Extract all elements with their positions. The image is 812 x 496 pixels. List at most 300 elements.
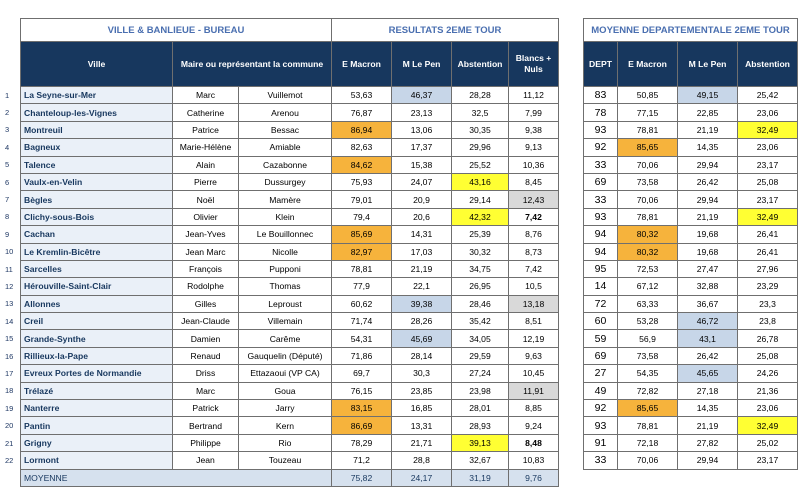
- dept-cell: 93: [584, 208, 618, 225]
- ville-cell: Creil: [21, 313, 173, 330]
- macron-cell: 71,86: [332, 347, 392, 364]
- blancs-nuls-cell: 10,5: [509, 278, 559, 295]
- ville-cell: Pantin: [21, 417, 173, 434]
- macron-cell: 76,15: [332, 382, 392, 399]
- abstention-cell: 25,42: [738, 87, 798, 104]
- blancs-nuls-cell: 13,18: [509, 295, 559, 312]
- table-row: [5, 434, 559, 451]
- table-row: [584, 347, 798, 364]
- abstention-cell: 28,93: [452, 417, 509, 434]
- macron-cell: 73,58: [618, 173, 678, 190]
- table-row: [5, 156, 559, 173]
- row-number: [5, 469, 21, 486]
- row-number: 22: [5, 455, 14, 465]
- maire-nom-cell: Ettazaoui (VP CA): [239, 365, 332, 382]
- row-number: 7: [5, 195, 10, 205]
- blancs-nuls-cell: 11,91: [509, 382, 559, 399]
- abstention-cell: 32,49: [738, 121, 798, 138]
- table-row: [5, 173, 559, 190]
- maire-prenom-cell: Renaud: [173, 347, 239, 364]
- table-row: [5, 243, 559, 260]
- blancs-nuls-cell: 7,99: [509, 104, 559, 121]
- maire-prenom-cell: Philippe: [173, 434, 239, 451]
- row-number: 4: [5, 142, 10, 152]
- abstention-cell: 23,29: [738, 278, 798, 295]
- header-maire: Maire ou représentant la commune: [173, 42, 332, 87]
- blancs-nuls-cell: 10,45: [509, 365, 559, 382]
- table-row: [584, 191, 798, 208]
- abstention-cell: 23,06: [738, 139, 798, 156]
- lepen-cell: 30,3: [392, 365, 452, 382]
- table-row: [584, 452, 798, 469]
- dept-cell: 72: [584, 295, 618, 312]
- table-row: [584, 260, 798, 277]
- macron-cell: 50,85: [618, 87, 678, 104]
- ville-cell: La Seyne-sur-Mer: [21, 87, 173, 104]
- blancs-nuls-cell: 10,36: [509, 156, 559, 173]
- abstention-cell: 32,49: [738, 417, 798, 434]
- abstention-cell: 23,17: [738, 452, 798, 469]
- maire-nom-cell: Arenou: [239, 104, 332, 121]
- ville-cell: Sarcelles: [21, 260, 173, 277]
- macron-cell: 86,69: [332, 417, 392, 434]
- abstention-cell: 39,13: [452, 434, 509, 451]
- maire-prenom-cell: Gilles: [173, 295, 239, 312]
- table-row: [5, 260, 559, 277]
- ville-cell: Allonnes: [21, 295, 173, 312]
- table-row: [584, 156, 798, 173]
- abstention-cell: 23,8: [738, 313, 798, 330]
- macron-cell: 78,81: [618, 417, 678, 434]
- macron-cell: 73,58: [618, 347, 678, 364]
- macron-cell: 72,53: [618, 260, 678, 277]
- macron-cell: 77,9: [332, 278, 392, 295]
- table-row: [5, 295, 559, 312]
- maire-nom-cell: Amiable: [239, 139, 332, 156]
- macron-cell: 71,2: [332, 452, 392, 469]
- table-row: [584, 278, 798, 295]
- ville-cell: Clichy-sous-Bois: [21, 208, 173, 225]
- macron-cell: 83,15: [332, 400, 392, 417]
- lepen-cell: 49,15: [678, 87, 738, 104]
- macron-cell: 80,32: [618, 243, 678, 260]
- maire-nom-cell: Goua: [239, 382, 332, 399]
- row-number: 14: [5, 316, 14, 326]
- table-row: [584, 173, 798, 190]
- lepen-cell: 20,9: [392, 191, 452, 208]
- table-row: [5, 313, 559, 330]
- macron-cell: 53,28: [618, 313, 678, 330]
- header-abstention: Abstention: [738, 42, 798, 87]
- lepen-cell: 26,42: [678, 173, 738, 190]
- lepen-cell: 32,88: [678, 278, 738, 295]
- blancs-nuls-cell: 12,43: [509, 191, 559, 208]
- maire-prenom-cell: Bertrand: [173, 417, 239, 434]
- table-row: [584, 330, 798, 347]
- maire-nom-cell: Touzeau: [239, 452, 332, 469]
- maire-nom-cell: Villemain: [239, 313, 332, 330]
- macron-cell: 70,06: [618, 191, 678, 208]
- lepen-cell: 23,85: [392, 382, 452, 399]
- maire-nom-cell: Cazabonne: [239, 156, 332, 173]
- maire-nom-cell: Gauquelin (Député): [239, 347, 332, 364]
- table-row: [584, 382, 798, 399]
- dept-cell: 95: [584, 260, 618, 277]
- table-row: [5, 278, 559, 295]
- blancs-nuls-cell: 8,85: [509, 400, 559, 417]
- dept-cell: 33: [584, 156, 618, 173]
- ville-cell: Montreuil: [21, 121, 173, 138]
- row-number: 20: [5, 421, 14, 431]
- maire-prenom-cell: Patrice: [173, 121, 239, 138]
- abstention-cell: 27,24: [452, 365, 509, 382]
- table-row: [5, 347, 559, 364]
- abstention-cell: 30,35: [452, 121, 509, 138]
- maire-prenom-cell: Catherine: [173, 104, 239, 121]
- table-row: [584, 139, 798, 156]
- lepen-cell: 19,68: [678, 243, 738, 260]
- table-row: [5, 226, 559, 243]
- macron-cell: 53,63: [332, 87, 392, 104]
- header-dept: DEPT: [584, 42, 618, 87]
- abstention-cell: 26,95: [452, 278, 509, 295]
- abstention-cell: 23,98: [452, 382, 509, 399]
- abstention-cell: 25,08: [738, 347, 798, 364]
- lepen-cell: 22,1: [392, 278, 452, 295]
- macron-cell: 85,65: [618, 139, 678, 156]
- maire-prenom-cell: Noël: [173, 191, 239, 208]
- maire-prenom-cell: Jean-Yves: [173, 226, 239, 243]
- row-number: 6: [5, 177, 10, 187]
- abstention-cell: 43,16: [452, 173, 509, 190]
- abstention-cell: 32,49: [738, 208, 798, 225]
- ville-cell: Nanterre: [21, 400, 173, 417]
- maire-nom-cell: Vuillemot: [239, 87, 332, 104]
- lepen-cell: 46,37: [392, 87, 452, 104]
- ville-cell: Rillieux-la-Pape: [21, 347, 173, 364]
- average-lepen: 24,17: [392, 469, 452, 486]
- lepen-cell: 29,94: [678, 191, 738, 208]
- table-row: [584, 243, 798, 260]
- macron-cell: 82,63: [332, 139, 392, 156]
- dept-cell: 69: [584, 173, 618, 190]
- ville-cell: Trélazé: [21, 382, 173, 399]
- maire-prenom-cell: Alain: [173, 156, 239, 173]
- blancs-nuls-cell: 8,76: [509, 226, 559, 243]
- macron-cell: 82,97: [332, 243, 392, 260]
- macron-cell: 54,31: [332, 330, 392, 347]
- ville-cell: Grande-Synthe: [21, 330, 173, 347]
- dept-cell: 60: [584, 313, 618, 330]
- macron-cell: 69,7: [332, 365, 392, 382]
- results-table: [5, 18, 559, 487]
- header-lepen: M Le Pen: [392, 42, 452, 87]
- dept-cell: 92: [584, 139, 618, 156]
- maire-prenom-cell: Olivier: [173, 208, 239, 225]
- table-row: [5, 104, 559, 121]
- lepen-cell: 14,35: [678, 400, 738, 417]
- dept-cell: 27: [584, 365, 618, 382]
- abstention-cell: 28,01: [452, 400, 509, 417]
- abstention-cell: 23,3: [738, 295, 798, 312]
- ville-cell: Chanteloup-les-Vignes: [21, 104, 173, 121]
- maire-nom-cell: Leproust: [239, 295, 332, 312]
- row-number: 11: [5, 264, 13, 274]
- table-row: [584, 87, 798, 104]
- lepen-cell: 29,94: [678, 156, 738, 173]
- table-row: [584, 313, 798, 330]
- ville-cell: Grigny: [21, 434, 173, 451]
- abstention-cell: 21,36: [738, 382, 798, 399]
- abstention-cell: 28,28: [452, 87, 509, 104]
- table-row: [5, 452, 559, 469]
- abstention-cell: 25,39: [452, 226, 509, 243]
- abstention-cell: 25,02: [738, 434, 798, 451]
- blancs-nuls-cell: 8,45: [509, 173, 559, 190]
- blancs-nuls-cell: 7,42: [509, 260, 559, 277]
- dept-cell: 33: [584, 191, 618, 208]
- blancs-nuls-cell: 12,19: [509, 330, 559, 347]
- lepen-cell: 26,42: [678, 347, 738, 364]
- dept-cell: 93: [584, 121, 618, 138]
- abstention-cell: 26,41: [738, 226, 798, 243]
- blancs-nuls-cell: 9,24: [509, 417, 559, 434]
- lepen-cell: 17,37: [392, 139, 452, 156]
- lepen-cell: 46,72: [678, 313, 738, 330]
- row-number: 3: [5, 125, 10, 135]
- macron-cell: 80,32: [618, 226, 678, 243]
- maire-nom-cell: Jarry: [239, 400, 332, 417]
- lepen-cell: 39,38: [392, 295, 452, 312]
- lepen-cell: 28,26: [392, 313, 452, 330]
- abstention-cell: 23,06: [738, 104, 798, 121]
- macron-cell: 78,81: [618, 121, 678, 138]
- dept-cell: 94: [584, 226, 618, 243]
- dept-cell: 92: [584, 400, 618, 417]
- dept-cell: 49: [584, 382, 618, 399]
- maire-prenom-cell: Damien: [173, 330, 239, 347]
- blancs-nuls-cell: 7,42: [509, 208, 559, 225]
- macron-cell: 86,94: [332, 121, 392, 138]
- lepen-cell: 43,1: [678, 330, 738, 347]
- ville-cell: Bègles: [21, 191, 173, 208]
- maire-prenom-cell: Pierre: [173, 173, 239, 190]
- lepen-cell: 17,03: [392, 243, 452, 260]
- macron-cell: 70,06: [618, 156, 678, 173]
- blancs-nuls-cell: 8,51: [509, 313, 559, 330]
- row-number: 21: [5, 438, 14, 448]
- lepen-cell: 14,35: [678, 139, 738, 156]
- abstention-cell: 27,96: [738, 260, 798, 277]
- maire-prenom-cell: Marie-Hélène: [173, 139, 239, 156]
- row-number: 5: [5, 160, 10, 170]
- abstention-cell: 23,17: [738, 191, 798, 208]
- lepen-cell: 21,19: [392, 260, 452, 277]
- lepen-cell: 27,47: [678, 260, 738, 277]
- ville-cell: Cachan: [21, 226, 173, 243]
- abstention-cell: 24,26: [738, 365, 798, 382]
- maire-prenom-cell: Jean-Claude: [173, 313, 239, 330]
- maire-prenom-cell: Marc: [173, 87, 239, 104]
- table-row: [5, 191, 559, 208]
- lepen-cell: 36,67: [678, 295, 738, 312]
- maire-prenom-cell: Patrick: [173, 400, 239, 417]
- macron-cell: 78,81: [332, 260, 392, 277]
- table-row: [5, 121, 559, 138]
- blancs-nuls-cell: 11,12: [509, 87, 559, 104]
- table-row: [584, 208, 798, 225]
- ville-cell: Lormont: [21, 452, 173, 469]
- blancs-nuls-cell: 9,63: [509, 347, 559, 364]
- macron-cell: 71,74: [332, 313, 392, 330]
- table-row: [584, 434, 798, 451]
- blancs-nuls-cell: 8,73: [509, 243, 559, 260]
- table-row: [5, 330, 559, 347]
- macron-cell: 78,81: [618, 208, 678, 225]
- maire-nom-cell: Mamère: [239, 191, 332, 208]
- abstention-cell: 29,59: [452, 347, 509, 364]
- dept-cell: 83: [584, 87, 618, 104]
- table-row: [5, 400, 559, 417]
- lepen-cell: 27,18: [678, 382, 738, 399]
- row-number: 17: [5, 368, 14, 378]
- row-number: 15: [5, 334, 14, 344]
- abstention-cell: 28,46: [452, 295, 509, 312]
- table-row: [584, 365, 798, 382]
- row-number: 2: [5, 108, 10, 118]
- macron-cell: 75,93: [332, 173, 392, 190]
- row-number: 18: [5, 386, 14, 396]
- row-number: 12: [5, 281, 14, 291]
- header-macron: E Macron: [332, 42, 392, 87]
- row-number: 16: [5, 351, 14, 361]
- macron-cell: 72,18: [618, 434, 678, 451]
- header-lepen: M Le Pen: [678, 42, 738, 87]
- maire-nom-cell: Kern: [239, 417, 332, 434]
- maire-nom-cell: Pupponi: [239, 260, 332, 277]
- macron-cell: 56,9: [618, 330, 678, 347]
- dept-cell: 91: [584, 434, 618, 451]
- block-title-ville-bureau: VILLE & BANLIEUE - BUREAU: [21, 19, 332, 42]
- macron-cell: 77,15: [618, 104, 678, 121]
- maire-prenom-cell: Rodolphe: [173, 278, 239, 295]
- maire-nom-cell: Carême: [239, 330, 332, 347]
- lepen-cell: 29,94: [678, 452, 738, 469]
- macron-cell: 85,69: [332, 226, 392, 243]
- abstention-cell: 32,5: [452, 104, 509, 121]
- average-abstention: 31,19: [452, 469, 509, 486]
- lepen-cell: 14,31: [392, 226, 452, 243]
- lepen-cell: 21,19: [678, 417, 738, 434]
- ville-cell: Talence: [21, 156, 173, 173]
- macron-cell: 70,06: [618, 452, 678, 469]
- table-row: [5, 208, 559, 225]
- block-title-resultats: RESULTATS 2EME TOUR: [332, 19, 559, 42]
- maire-prenom-cell: Jean Marc: [173, 243, 239, 260]
- lepen-cell: 28,8: [392, 452, 452, 469]
- department-average-table: [583, 18, 798, 470]
- abstention-cell: 42,32: [452, 208, 509, 225]
- abstention-cell: 25,52: [452, 156, 509, 173]
- table-row: [584, 295, 798, 312]
- lepen-cell: 16,85: [392, 400, 452, 417]
- table-row: [584, 226, 798, 243]
- average-blancs-nuls: 9,76: [509, 469, 559, 486]
- abstention-cell: 35,42: [452, 313, 509, 330]
- macron-cell: 76,87: [332, 104, 392, 121]
- abstention-cell: 26,78: [738, 330, 798, 347]
- dept-cell: 93: [584, 417, 618, 434]
- macron-cell: 84,62: [332, 156, 392, 173]
- abstention-cell: 23,17: [738, 156, 798, 173]
- lepen-cell: 28,14: [392, 347, 452, 364]
- table-row: [584, 417, 798, 434]
- blancs-nuls-cell: 9,13: [509, 139, 559, 156]
- header-macron: E Macron: [618, 42, 678, 87]
- header-blancs-nuls: Blancs + Nuls: [509, 42, 559, 87]
- abstention-cell: 32,67: [452, 452, 509, 469]
- maire-prenom-cell: Jean: [173, 452, 239, 469]
- macron-cell: 85,65: [618, 400, 678, 417]
- lepen-cell: 23,13: [392, 104, 452, 121]
- row-number: 19: [5, 403, 14, 413]
- lepen-cell: 24,07: [392, 173, 452, 190]
- dept-cell: 59: [584, 330, 618, 347]
- macron-cell: 67,12: [618, 278, 678, 295]
- table-row: [584, 121, 798, 138]
- ville-cell: Bagneux: [21, 139, 173, 156]
- abstention-cell: 29,96: [452, 139, 509, 156]
- dept-cell: 78: [584, 104, 618, 121]
- lepen-cell: 27,82: [678, 434, 738, 451]
- macron-cell: 79,4: [332, 208, 392, 225]
- dept-cell: 94: [584, 243, 618, 260]
- maire-nom-cell: Rio: [239, 434, 332, 451]
- row-number: 9: [5, 229, 10, 239]
- abstention-cell: 25,08: [738, 173, 798, 190]
- dept-cell: 33: [584, 452, 618, 469]
- macron-cell: 79,01: [332, 191, 392, 208]
- dept-cell: 69: [584, 347, 618, 364]
- lepen-cell: 13,31: [392, 417, 452, 434]
- abstention-cell: 29,14: [452, 191, 509, 208]
- dept-cell: 14: [584, 278, 618, 295]
- lepen-cell: 22,85: [678, 104, 738, 121]
- blancs-nuls-cell: 10,83: [509, 452, 559, 469]
- table-row: [5, 382, 559, 399]
- lepen-cell: 21,19: [678, 208, 738, 225]
- ville-cell: Le Kremlin-Bicêtre: [21, 243, 173, 260]
- abstention-cell: 34,05: [452, 330, 509, 347]
- row-number: 13: [5, 299, 14, 309]
- lepen-cell: 13,06: [392, 121, 452, 138]
- maire-prenom-cell: Marc: [173, 382, 239, 399]
- maire-nom-cell: Thomas: [239, 278, 332, 295]
- abstention-cell: 34,75: [452, 260, 509, 277]
- macron-cell: 60,62: [332, 295, 392, 312]
- macron-cell: 72,82: [618, 382, 678, 399]
- row-number: 10: [5, 247, 14, 257]
- ville-cell: Vaulx-en-Velin: [21, 173, 173, 190]
- abstention-cell: 26,41: [738, 243, 798, 260]
- lepen-cell: 21,71: [392, 434, 452, 451]
- maire-nom-cell: Dussurgey: [239, 173, 332, 190]
- lepen-cell: 45,69: [392, 330, 452, 347]
- macron-cell: 54,35: [618, 365, 678, 382]
- macron-cell: 63,33: [618, 295, 678, 312]
- table-row: [5, 87, 559, 104]
- table-row: [5, 139, 559, 156]
